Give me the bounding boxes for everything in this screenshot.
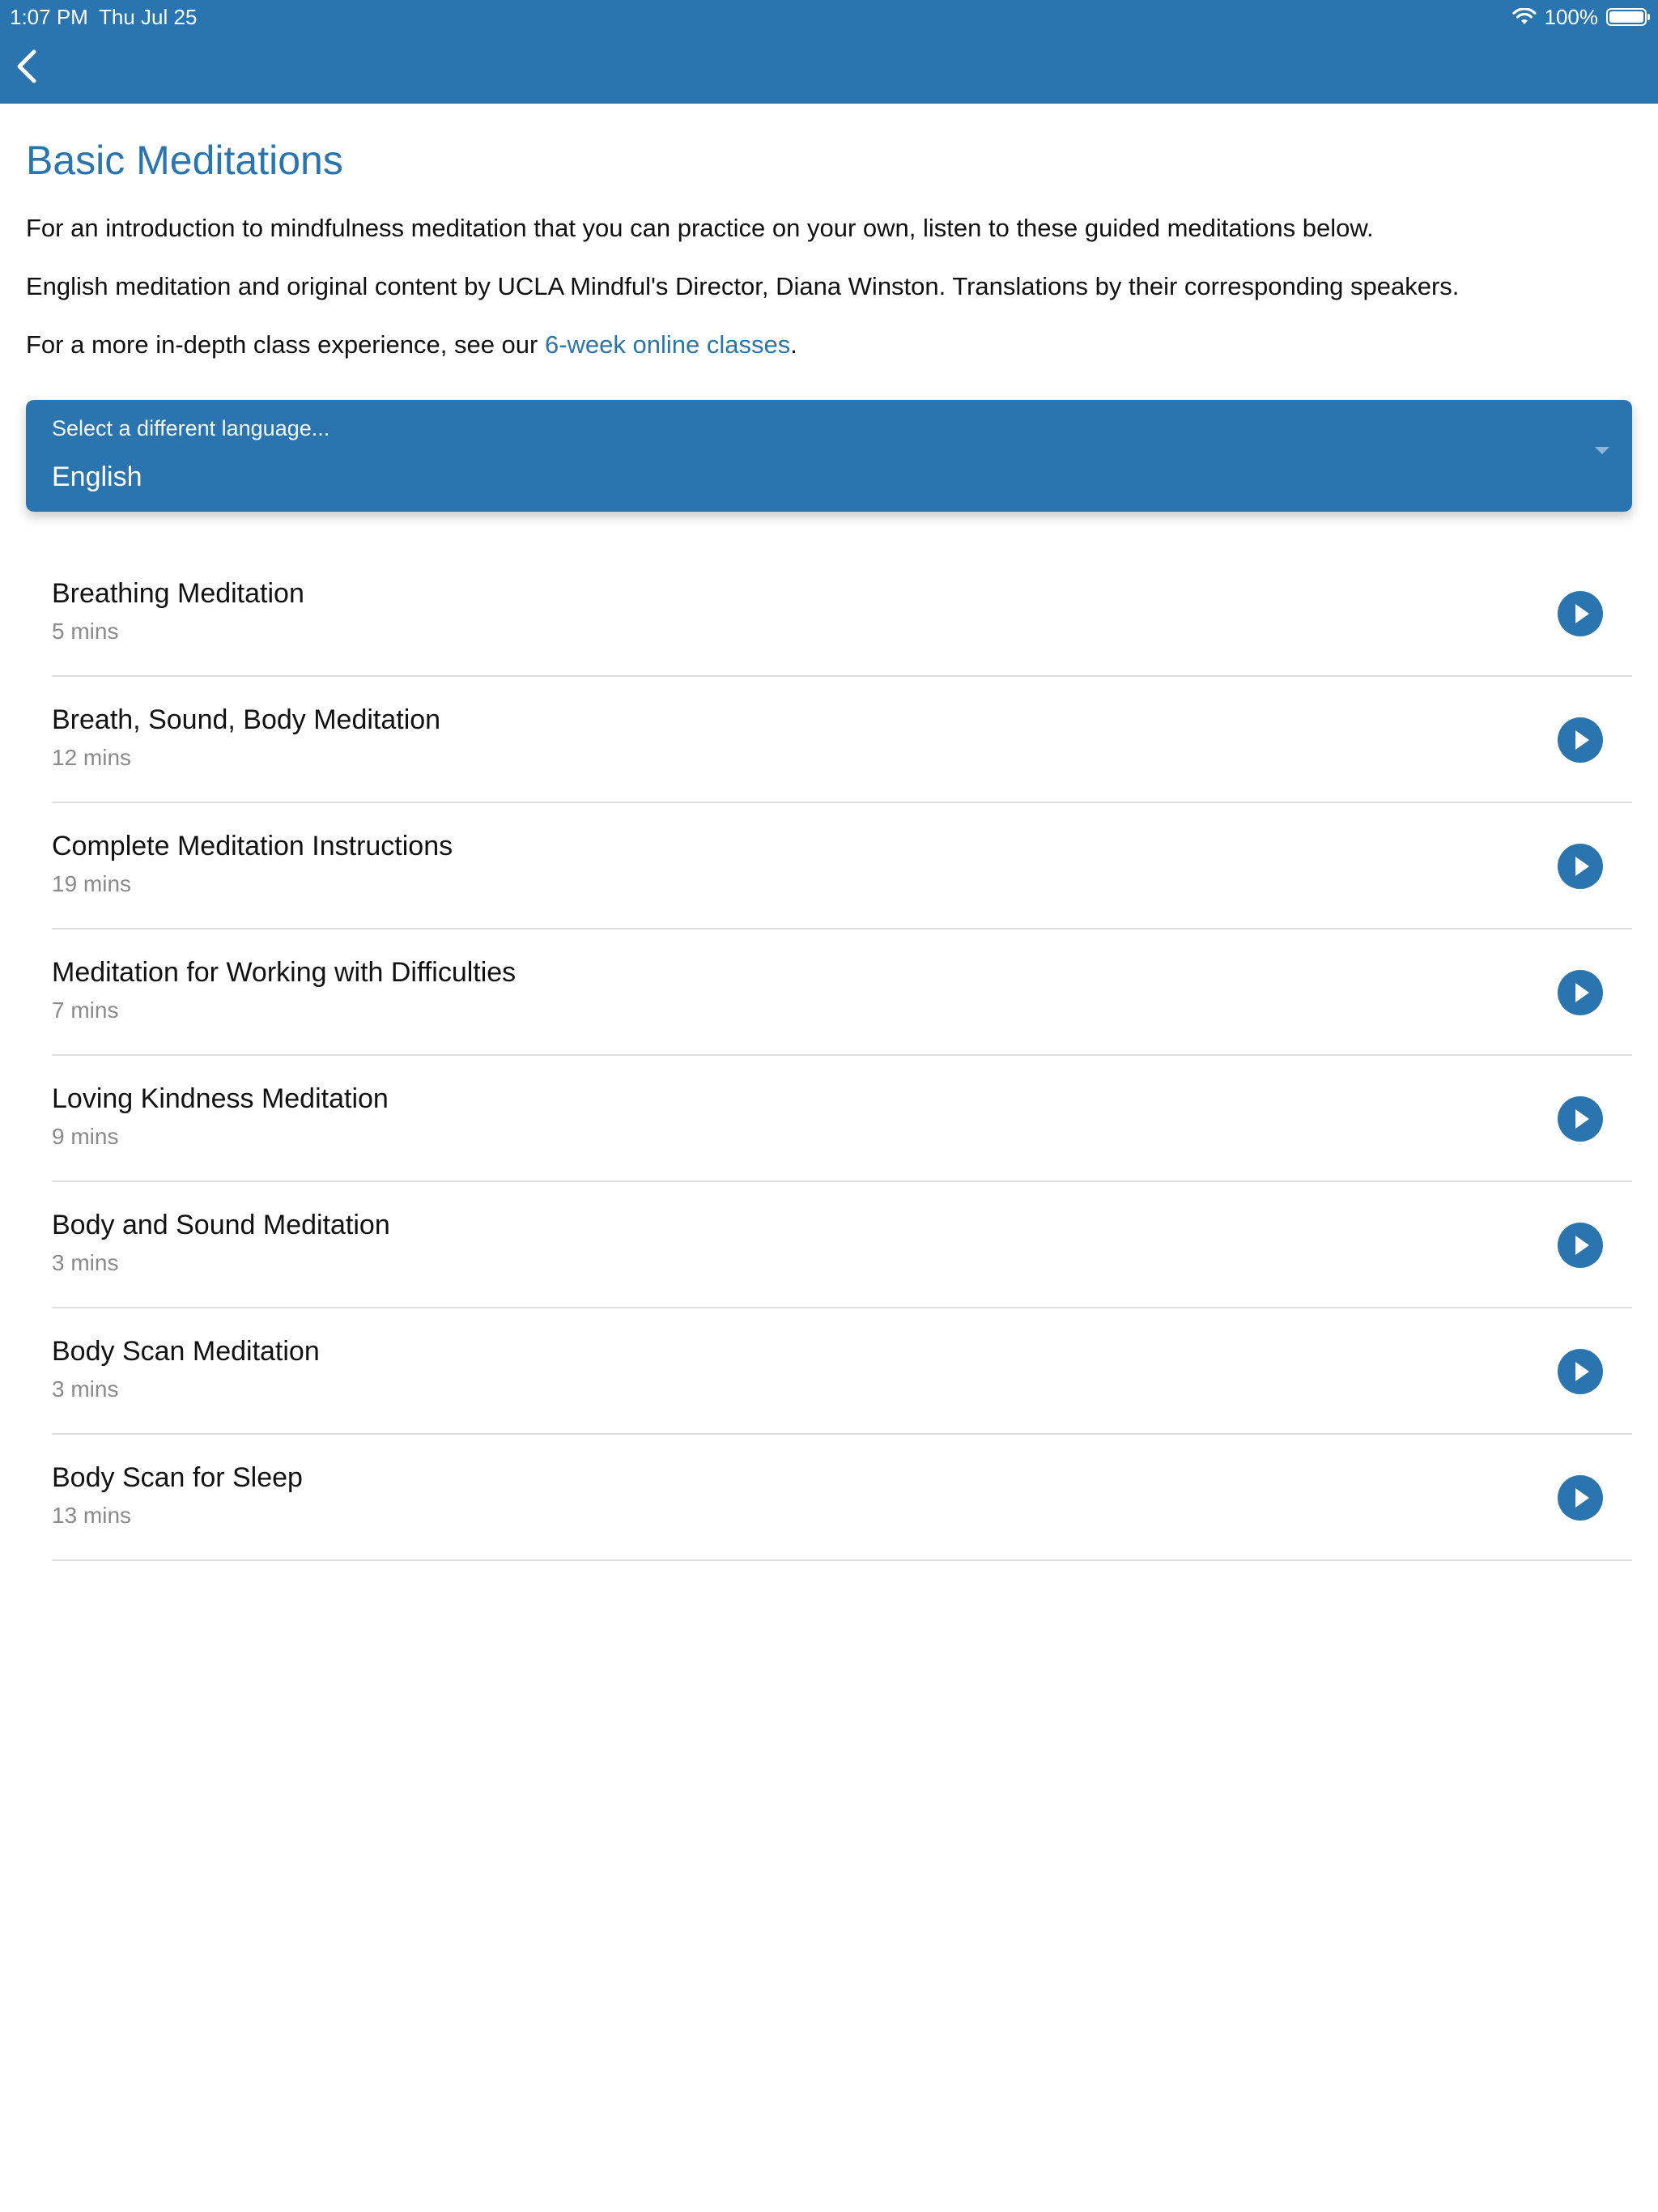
language-select-label: Select a different language... (52, 416, 330, 440)
top-bar (0, 0, 1658, 104)
chevron-left-icon (11, 45, 44, 87)
meditation-duration: 19 mins (52, 871, 132, 896)
meditation-title: Breath, Sound, Body Meditation (52, 704, 441, 735)
meditation-duration: 9 mins (52, 1124, 119, 1149)
language-select[interactable] (26, 400, 1632, 512)
page-title: Basic Meditations (26, 138, 343, 183)
play-icon (1558, 844, 1603, 889)
meditation-item[interactable] (52, 1435, 1632, 1561)
meditation-duration: 5 mins (52, 619, 119, 644)
play-button[interactable] (1558, 970, 1603, 1015)
status-indicators (1512, 3, 1647, 31)
meditation-title: Body and Sound Meditation (52, 1210, 390, 1240)
play-icon (1558, 717, 1603, 763)
play-button[interactable] (1558, 1475, 1603, 1521)
meditation-item[interactable] (52, 551, 1632, 677)
online-classes-link[interactable]: 6-week online classes (544, 330, 791, 359)
meditation-title: Breathing Meditation (52, 578, 304, 609)
play-icon (1558, 1349, 1603, 1394)
play-icon (1558, 1096, 1603, 1142)
meditation-duration: 13 mins (52, 1503, 132, 1528)
classes-prefix: For a more in-depth class experience, see our (26, 330, 545, 359)
battery-percentage: 100% (1544, 5, 1598, 29)
play-icon (1558, 1475, 1603, 1521)
classes-suffix: . (790, 330, 797, 359)
meditation-title: Loving Kindness Meditation (52, 1083, 389, 1114)
meditation-item[interactable] (52, 1308, 1632, 1435)
play-button[interactable] (1558, 717, 1603, 763)
back-button[interactable] (11, 45, 44, 87)
play-button[interactable] (1558, 844, 1603, 889)
meditation-item[interactable] (52, 929, 1632, 1056)
meditation-title: Body Scan for Sleep (52, 1462, 303, 1493)
play-button[interactable] (1558, 591, 1603, 636)
meditation-item[interactable] (52, 677, 1632, 803)
status-date: Thu Jul 25 (99, 5, 198, 29)
battery-icon (1606, 8, 1647, 26)
meditation-title: Meditation for Working with Difficulties (52, 957, 517, 988)
meditation-duration: 7 mins (52, 998, 119, 1023)
play-button[interactable] (1558, 1349, 1603, 1394)
wifi-icon (1512, 8, 1537, 26)
caret-down-icon (1595, 447, 1609, 454)
meditation-duration: 3 mins (52, 1376, 119, 1402)
intro-text: For an introduction to mindfulness meditation that you can practice on your own, listen to these guided meditations below. (26, 214, 1374, 242)
credits-text: English meditation and original content by UCLA Mindful's Director, Diana Winston. Translations by their corresponding speakers. (26, 272, 1460, 300)
meditation-item[interactable] (52, 1056, 1632, 1182)
meditation-item[interactable] (52, 1182, 1632, 1308)
meditation-title: Complete Meditation Instructions (52, 831, 453, 861)
play-button[interactable] (1558, 1223, 1603, 1268)
meditation-item[interactable] (52, 803, 1632, 929)
meditation-duration: 3 mins (52, 1250, 119, 1275)
play-icon (1558, 591, 1603, 636)
status-time: 1:07 PM (10, 5, 88, 29)
play-icon (1558, 970, 1603, 1015)
play-icon (1558, 1223, 1603, 1268)
language-select-value: English (52, 462, 142, 492)
meditation-list (52, 551, 1632, 1561)
classes-text (26, 329, 797, 361)
meditation-duration: 12 mins (52, 745, 132, 770)
play-button[interactable] (1558, 1096, 1603, 1142)
meditation-title: Body Scan Meditation (52, 1336, 320, 1367)
